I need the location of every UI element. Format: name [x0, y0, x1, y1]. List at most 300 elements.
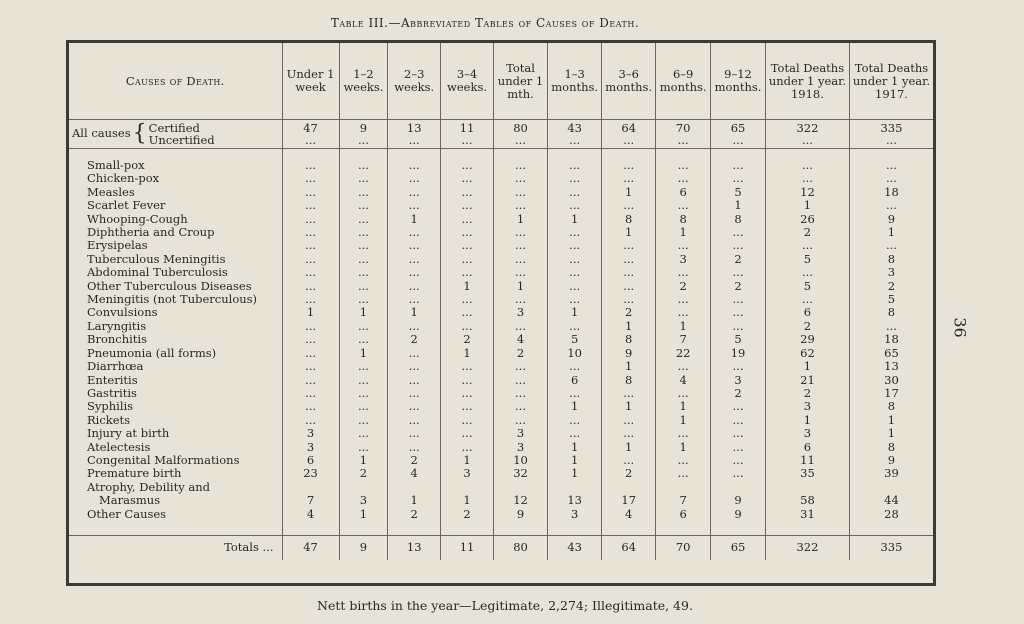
value-cell: ... — [339, 400, 388, 413]
value-cell: 6 — [548, 374, 602, 387]
value-cell: ... — [548, 414, 602, 427]
value-cell: 12 — [765, 186, 849, 199]
value-cell: ... — [441, 427, 494, 440]
table-row — [69, 213, 933, 226]
cause-label: Atrophy, Debility and — [69, 481, 282, 494]
value-cell: ... — [493, 239, 547, 252]
header-6-9-months: 6–9 months. — [656, 43, 711, 120]
value-cell: ... — [441, 306, 494, 319]
value-cell: 13 — [548, 494, 602, 507]
value-cell: 1 — [656, 414, 711, 427]
table-row — [69, 320, 933, 333]
value-cell: 1 — [887, 225, 896, 240]
value-cell: ... — [493, 293, 547, 306]
value-cell: 1 — [548, 306, 602, 319]
value-cell: ... — [493, 253, 547, 266]
value-cell: 6 — [656, 186, 711, 199]
value-cell: ... — [602, 414, 656, 427]
value-cell: ... — [765, 239, 849, 252]
value-cell: ... — [441, 360, 494, 373]
table-row — [69, 159, 933, 172]
value-cell: 1 — [548, 454, 602, 467]
value-cell: ... — [656, 427, 711, 440]
value-cell: ... — [388, 400, 441, 413]
value-cell: 18 — [884, 184, 899, 199]
table-row — [69, 253, 933, 266]
value-cell: ... — [339, 213, 388, 226]
value-cell: ... — [441, 320, 494, 333]
value-cell: 23 — [282, 467, 339, 480]
value-cell: ... — [602, 454, 656, 467]
value-cell: 3 — [282, 441, 339, 454]
value-cell: 4 — [656, 374, 711, 387]
cause-label: Enteritis — [69, 374, 282, 387]
all-causes-cell — [602, 120, 656, 149]
value-cell: 8 — [887, 399, 896, 414]
value-cell: 1 — [339, 454, 388, 467]
value-cell: ... — [493, 360, 547, 373]
table-row — [69, 441, 933, 454]
value-cell: ... — [602, 293, 656, 306]
certified-value: 70 — [675, 121, 691, 135]
value-cell: ... — [388, 172, 441, 185]
value-cell: ... — [602, 387, 656, 400]
value-cell: 9 — [711, 508, 766, 521]
value-cell: 2 — [765, 226, 849, 239]
value-cell: ... — [711, 414, 766, 427]
cause-label: Other Causes — [69, 508, 282, 521]
header-1-2-weeks: 1–2 weeks. — [339, 43, 388, 120]
header-causes: Causes of Death. — [69, 43, 282, 120]
table-row — [69, 360, 933, 373]
table-row — [69, 226, 933, 239]
value-cell: ... — [711, 239, 766, 252]
value-cell: ... — [711, 320, 766, 333]
value-cell: ... — [656, 293, 711, 306]
all-causes-cell — [656, 120, 711, 149]
value-cell: 2 — [388, 508, 441, 521]
value-cell: 35 — [765, 467, 849, 480]
value-cell: ... — [548, 239, 602, 252]
value-cell: ... — [548, 199, 602, 212]
header-total-1918: Total Deaths under 1 year. 1918. — [765, 43, 849, 120]
value-cell: ... — [388, 199, 441, 212]
value-cell: 3 — [765, 427, 849, 440]
value-cell: 1 — [602, 360, 656, 373]
value-cell: 5 — [711, 333, 766, 346]
value-cell: 7 — [282, 494, 339, 507]
all-causes-cell — [548, 120, 602, 149]
value-cell: 1 — [339, 306, 388, 319]
all-causes-cell — [849, 120, 933, 149]
value-cell: ... — [339, 226, 388, 239]
value-cell: 2 — [339, 467, 388, 480]
all-causes-label: All causes — [72, 126, 131, 141]
certified-value: 65 — [730, 121, 746, 135]
all-causes-cell — [339, 120, 388, 149]
table-row — [69, 293, 933, 306]
certified-label: Certified — [148, 121, 200, 135]
value-cell: ... — [388, 427, 441, 440]
all-causes-label-cell — [69, 120, 282, 149]
value-cell: 2 — [887, 278, 896, 293]
cause-label: Abdominal Tuberculosis — [69, 266, 282, 279]
value-cell: 4 — [388, 467, 441, 480]
value-cell: ... — [711, 172, 766, 185]
all-causes-row — [69, 120, 933, 149]
value-cell: ... — [441, 213, 494, 226]
uncertified-value: ... — [408, 133, 420, 147]
value-cell: ... — [441, 266, 494, 279]
total-value: 65 — [711, 535, 766, 560]
value-cell: ... — [339, 333, 388, 346]
value-cell: ... — [765, 172, 849, 185]
value-cell: ... — [493, 320, 547, 333]
value-cell: 1 — [765, 199, 849, 212]
value-cell — [711, 481, 766, 494]
value-cell: ... — [711, 293, 766, 306]
value-cell: 22 — [656, 347, 711, 360]
value-cell: 29 — [765, 333, 849, 346]
table-row — [69, 199, 933, 212]
cause-label: Syphilis — [69, 400, 282, 413]
value-cell: 9 — [602, 347, 656, 360]
value-cell: ... — [441, 400, 494, 413]
value-cell: ... — [711, 266, 766, 279]
header-2-3-weeks: 2–3 weeks. — [388, 43, 441, 120]
value-cell: ... — [441, 293, 494, 306]
value-cell: ... — [602, 280, 656, 293]
certified-value: 11 — [459, 121, 475, 135]
cause-label: Small-pox — [69, 159, 282, 172]
value-cell: ... — [493, 266, 547, 279]
value-cell: ... — [282, 320, 339, 333]
value-cell: 1 — [887, 412, 896, 427]
value-cell: 10 — [548, 347, 602, 360]
value-cell: ... — [388, 280, 441, 293]
value-cell: 8 — [602, 333, 656, 346]
cause-label: Convulsions — [69, 306, 282, 319]
uncertified-value: ... — [569, 133, 581, 147]
value-cell: 7 — [656, 494, 711, 507]
value-cell: ... — [493, 186, 547, 199]
table-row — [69, 467, 933, 480]
cause-label: Atelectesis — [69, 441, 282, 454]
value-cell: 3 — [656, 253, 711, 266]
value-cell: ... — [388, 387, 441, 400]
value-cell: 1 — [656, 441, 711, 454]
header-total-under-1-month: Total under 1 mth. — [493, 43, 547, 120]
value-cell: ... — [388, 159, 441, 172]
value-cell: ... — [441, 199, 494, 212]
table-row — [69, 266, 933, 279]
value-cell: ... — [602, 266, 656, 279]
value-cell: ... — [388, 414, 441, 427]
header-9-12-months: 9–12 months. — [711, 43, 766, 120]
table-row — [69, 400, 933, 413]
brace-glyph: { — [132, 121, 147, 146]
value-cell: ... — [548, 172, 602, 185]
value-cell: 62 — [765, 347, 849, 360]
value-cell: ... — [602, 427, 656, 440]
value-cell: ... — [339, 427, 388, 440]
value-cell: 1 — [339, 508, 388, 521]
value-cell: ... — [388, 186, 441, 199]
value-cell: ... — [282, 213, 339, 226]
value-cell: ... — [388, 374, 441, 387]
value-cell: ... — [885, 198, 897, 213]
value-cell: ... — [282, 333, 339, 346]
uncertified-value: ... — [623, 133, 635, 147]
value-cell: ... — [656, 172, 711, 185]
value-cell: 17 — [602, 494, 656, 507]
uncertified-value: ... — [461, 133, 473, 147]
total-value: 64 — [602, 535, 656, 560]
all-causes-cell — [441, 120, 494, 149]
value-cell: ... — [282, 280, 339, 293]
value-cell: 8 — [656, 213, 711, 226]
value-cell: ... — [441, 387, 494, 400]
value-cell: 9 — [711, 494, 766, 507]
value-cell: 3 — [282, 427, 339, 440]
value-cell: 8 — [602, 374, 656, 387]
value-cell: 1 — [602, 186, 656, 199]
value-cell: 18 — [884, 332, 899, 347]
cause-label: Scarlet Fever — [69, 199, 282, 212]
value-cell: 4 — [602, 508, 656, 521]
value-cell: 1 — [548, 467, 602, 480]
certified-value: 13 — [406, 121, 422, 135]
value-cell: ... — [656, 387, 711, 400]
value-cell: ... — [282, 374, 339, 387]
value-cell: ... — [656, 306, 711, 319]
cause-label: Pneumonia (all forms) — [69, 347, 282, 360]
value-cell: ... — [282, 360, 339, 373]
value-cell: 3 — [711, 374, 766, 387]
cause-label: Congenital Malformations — [69, 454, 282, 467]
value-cell: 39 — [884, 466, 899, 481]
value-cell: ... — [339, 441, 388, 454]
value-cell: 8 — [887, 251, 896, 266]
value-cell: 2 — [765, 320, 849, 333]
value-cell: ... — [548, 360, 602, 373]
value-cell: 2 — [711, 280, 766, 293]
cause-label: Premature birth — [69, 467, 282, 480]
value-cell: ... — [388, 347, 441, 360]
value-cell: 65 — [884, 345, 899, 360]
table-row — [69, 280, 933, 293]
value-cell: 8 — [887, 305, 896, 320]
cause-label: Chicken-pox — [69, 172, 282, 185]
value-cell: 5 — [887, 292, 896, 307]
all-causes-cell — [765, 120, 849, 149]
value-cell: 1 — [765, 360, 849, 373]
value-cell: ... — [656, 467, 711, 480]
value-cell: ... — [602, 239, 656, 252]
table-row — [69, 414, 933, 427]
value-cell: ... — [602, 199, 656, 212]
cause-label-continued: Marasmus — [99, 493, 161, 508]
table-row — [69, 427, 933, 440]
value-cell: 2 — [493, 347, 547, 360]
value-cell: 32 — [493, 467, 547, 480]
value-cell: ... — [493, 226, 547, 239]
value-cell: ... — [339, 239, 388, 252]
value-cell: 2 — [602, 467, 656, 480]
value-cell: 21 — [765, 374, 849, 387]
value-cell: ... — [548, 159, 602, 172]
footnote: Nett births in the year—Legitimate, 2,274; Illegitimate, 49. — [317, 598, 693, 613]
cause-label: Bronchitis — [69, 333, 282, 346]
value-cell: ... — [548, 186, 602, 199]
table-row — [69, 508, 933, 521]
cause-label: Laryngitis — [69, 320, 282, 333]
value-cell: ... — [885, 238, 897, 253]
value-cell — [602, 481, 656, 494]
value-cell: ... — [339, 320, 388, 333]
value-cell: ... — [339, 280, 388, 293]
value-cell: ... — [711, 400, 766, 413]
value-cell: ... — [493, 159, 547, 172]
value-cell: 3 — [493, 427, 547, 440]
value-cell: ... — [388, 360, 441, 373]
value-cell: ... — [885, 158, 897, 172]
value-cell: 17 — [884, 385, 899, 400]
cause-label: Rickets — [69, 414, 282, 427]
table-row — [69, 333, 933, 346]
value-cell: 19 — [711, 347, 766, 360]
value-cell: 5 — [765, 253, 849, 266]
value-cell: ... — [548, 293, 602, 306]
value-cell: ... — [339, 186, 388, 199]
value-cell: ... — [711, 441, 766, 454]
cause-label: Measles — [69, 186, 282, 199]
header-3-6-months: 3–6 months. — [602, 43, 656, 120]
value-cell: ... — [711, 226, 766, 239]
total-value: 9 — [339, 535, 388, 560]
value-cell: 9 — [493, 508, 547, 521]
value-cell: ... — [441, 441, 494, 454]
cause-label: Diarrhœa — [69, 360, 282, 373]
total-value: 13 — [388, 535, 441, 560]
value-cell: ... — [282, 186, 339, 199]
value-cell — [765, 481, 849, 494]
value-cell: ... — [441, 414, 494, 427]
value-cell: 3 — [887, 265, 896, 280]
table-row — [69, 374, 933, 387]
value-cell: 1 — [887, 426, 896, 441]
total-value: 80 — [493, 535, 547, 560]
value-cell: ... — [656, 454, 711, 467]
value-cell: 1 — [711, 199, 766, 212]
value-cell — [339, 481, 388, 494]
value-cell: 6 — [656, 508, 711, 521]
causes-of-death-table — [69, 43, 933, 560]
value-cell: ... — [282, 414, 339, 427]
uncertified-value: ... — [515, 133, 526, 147]
value-cell: 11 — [765, 454, 849, 467]
uncertified-value: ... — [885, 133, 897, 147]
table-row — [69, 186, 933, 199]
value-cell: 3 — [339, 494, 388, 507]
value-cell: 1 — [441, 280, 494, 293]
uncertified-label: Uncertified — [148, 133, 215, 147]
value-cell: ... — [493, 414, 547, 427]
value-cell: ... — [339, 172, 388, 185]
value-cell: 2 — [441, 508, 494, 521]
value-cell: 5 — [765, 280, 849, 293]
uncertified-value: ... — [732, 133, 744, 147]
value-cell: 1 — [548, 441, 602, 454]
value-cell: ... — [548, 226, 602, 239]
cause-label: Erysipelas — [69, 239, 282, 252]
value-cell: 3 — [441, 467, 494, 480]
value-cell: ... — [388, 441, 441, 454]
value-cell: ... — [548, 266, 602, 279]
value-cell: ... — [282, 293, 339, 306]
value-cell: 1 — [388, 306, 441, 319]
value-cell: ... — [493, 400, 547, 413]
value-cell: ... — [548, 280, 602, 293]
header-total-1917: Total Deaths under 1 year. 1917. — [849, 43, 933, 120]
value-cell: 26 — [765, 213, 849, 226]
value-cell: ... — [765, 266, 849, 279]
uncertified-value: ... — [357, 133, 369, 147]
uncertified-value: ... — [677, 133, 689, 147]
value-cell: ... — [339, 199, 388, 212]
value-cell: ... — [711, 467, 766, 480]
value-cell: 30 — [884, 372, 899, 387]
value-cell: 31 — [765, 508, 849, 521]
value-cell: ... — [548, 427, 602, 440]
cause-label: Other Tuberculous Diseases — [69, 280, 282, 293]
value-cell: 8 — [711, 213, 766, 226]
value-cell: 4 — [493, 333, 547, 346]
table-row — [69, 172, 933, 185]
value-cell: 9 — [887, 211, 896, 226]
value-cell: ... — [282, 387, 339, 400]
value-cell: ... — [493, 374, 547, 387]
value-cell: 2 — [388, 333, 441, 346]
value-cell: ... — [282, 239, 339, 252]
value-cell: 1 — [493, 280, 547, 293]
value-cell: ... — [339, 266, 388, 279]
value-cell: ... — [711, 306, 766, 319]
value-cell — [548, 481, 602, 494]
value-cell: 58 — [765, 494, 849, 507]
value-cell: 6 — [765, 441, 849, 454]
value-cell — [441, 481, 494, 494]
value-cell: ... — [765, 159, 849, 172]
value-cell: 3 — [493, 306, 547, 319]
value-cell: ... — [885, 318, 897, 333]
value-cell: 1 — [388, 494, 441, 507]
value-cell: ... — [441, 253, 494, 266]
value-cell: 2 — [388, 454, 441, 467]
value-cell: 1 — [441, 454, 494, 467]
value-cell: 1 — [388, 213, 441, 226]
value-cell: 6 — [282, 454, 339, 467]
value-cell — [849, 481, 933, 494]
value-cell: 9 — [887, 452, 896, 467]
value-cell: 1 — [656, 400, 711, 413]
value-cell: ... — [388, 226, 441, 239]
value-cell: ... — [602, 159, 656, 172]
value-cell: 1 — [441, 494, 494, 507]
uncertified-value: ... — [305, 133, 317, 147]
value-cell: ... — [441, 172, 494, 185]
value-cell: 2 — [765, 387, 849, 400]
